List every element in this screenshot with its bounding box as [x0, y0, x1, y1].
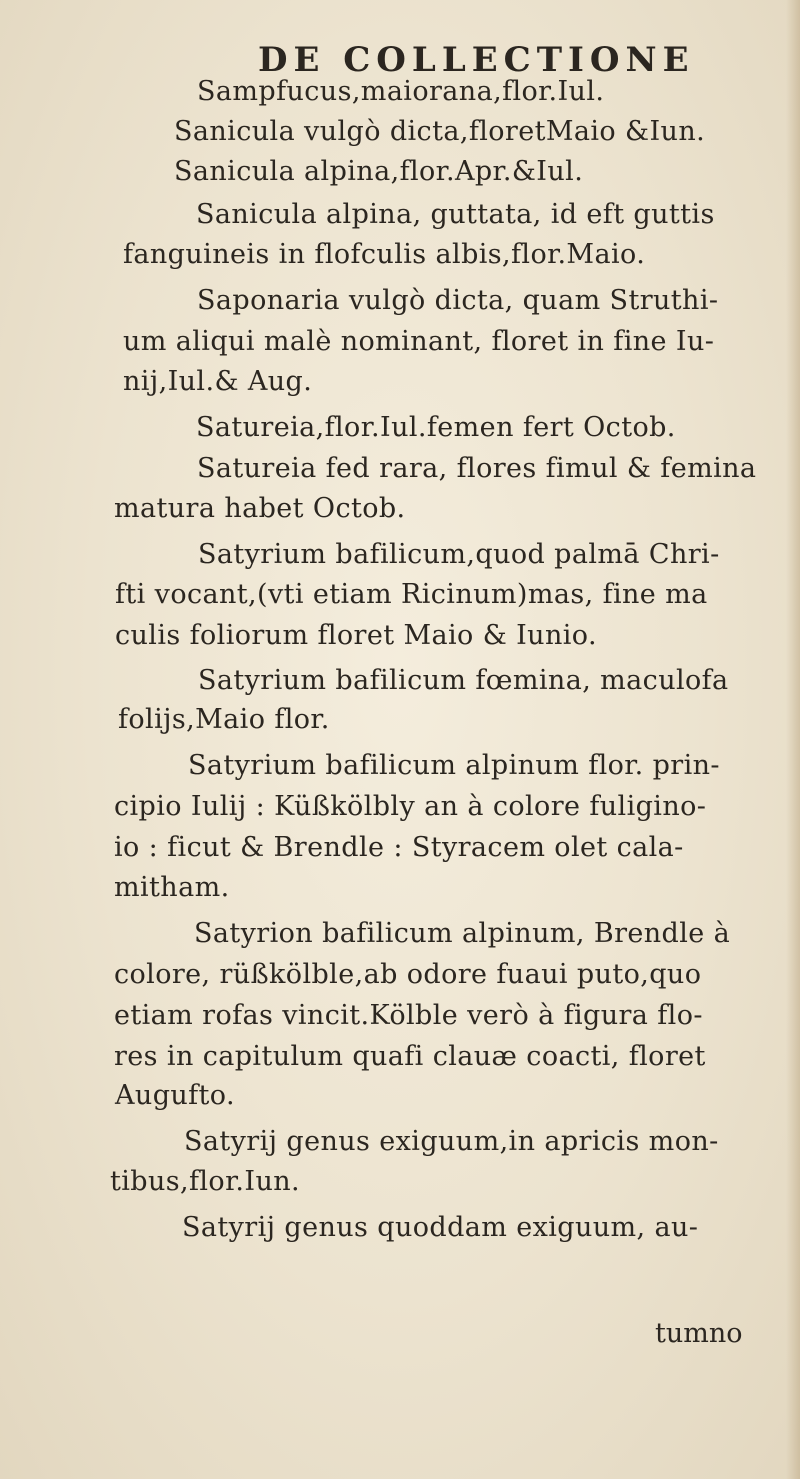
text-line: Sanicula alpina,flor.Apr.&Iul. [174, 156, 584, 187]
page-edge-shadow [786, 0, 800, 1479]
running-header: DE COLLECTIONE [258, 40, 695, 80]
text-line: Satureia,flor.Iul.femen fert Octob. [196, 412, 676, 443]
text-line: Satureia fed rara, flores fimul & femina [197, 453, 757, 484]
text-line: Satyrium bafilicum fœmina, maculofa [198, 665, 729, 696]
text-line: Satyrion bafilicum alpinum, Brendle à [194, 918, 731, 949]
text-line: colore, rüßkölble,ab odore fuaui puto,quo [114, 959, 702, 990]
text-line: Satyrij genus exiguum,in apricis mon- [184, 1126, 719, 1157]
text-line: um aliqui malè nominant, floret in fine Iu- [123, 326, 715, 357]
text-line: res in capitulum quafi clauæ coacti, floret [114, 1041, 706, 1072]
text-line: Satyrij genus quoddam exiguum, au- [182, 1212, 699, 1243]
text-line: Augufto. [115, 1080, 235, 1111]
text-line: folijs,Maio flor. [118, 704, 330, 735]
catchword: tumno [655, 1318, 743, 1349]
text-line: Saponaria vulgò dicta, quam Struthi- [197, 285, 719, 316]
text-line: Sanicula vulgò dicta,floretMaio &Iun. [174, 116, 706, 147]
text-line: mitham. [114, 872, 230, 903]
text-line: tibus,flor.Iun. [110, 1166, 301, 1197]
text-line: nij,Iul.& Aug. [123, 366, 313, 397]
text-line: fanguineis in flofculis albis,flor.Maio. [123, 239, 646, 270]
text-line: Sampfucus,maiorana,flor.Iul. [197, 76, 605, 107]
text-line: etiam rofas vincit.Kölble verò à figura flo- [114, 1000, 703, 1031]
text-line: culis foliorum floret Maio & Iunio. [115, 620, 597, 651]
text-line: io : ficut & Brendle : Styracem olet cala- [114, 832, 684, 863]
text-line: fti vocant,(vti etiam Ricinum)mas, fine ma [115, 579, 708, 610]
text-line: cipio Iulij : Küßkölbly an à colore fuligino- [114, 791, 707, 822]
text-line: matura habet Octob. [114, 493, 406, 524]
text-line: Satyrium bafilicum alpinum flor. prin- [188, 750, 720, 781]
text-line: Satyrium bafilicum,quod palmā Chri- [198, 539, 720, 570]
text-line: Sanicula alpina, guttata, id eft guttis [196, 199, 715, 230]
